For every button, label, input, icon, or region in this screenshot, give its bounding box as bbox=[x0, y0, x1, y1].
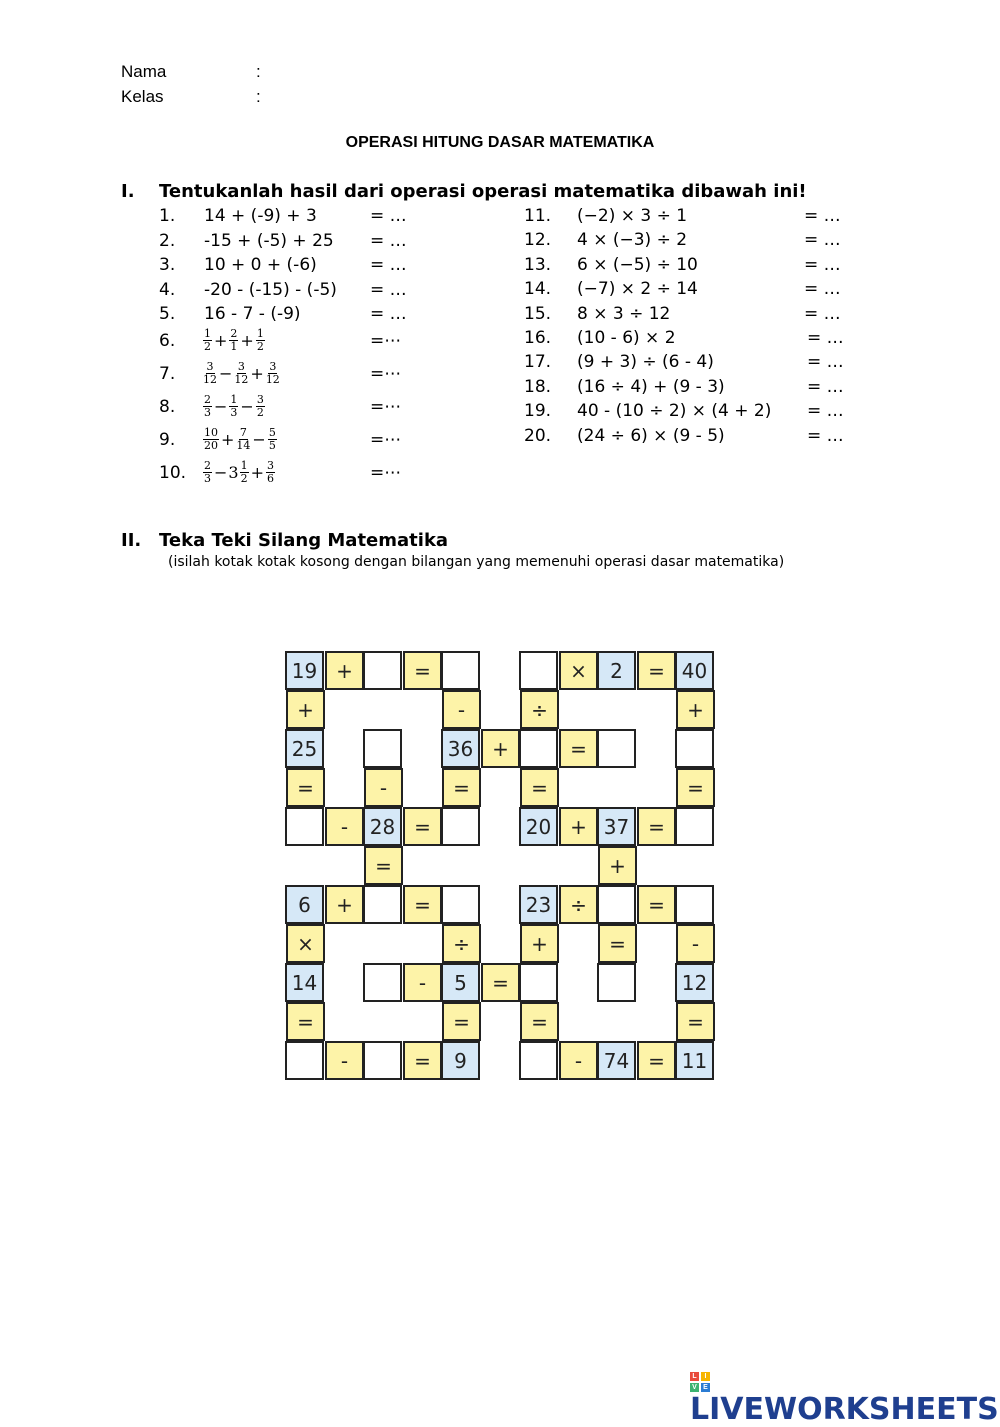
fraction-expression bbox=[202, 361, 281, 386]
answer-placeholder: = … bbox=[807, 425, 844, 446]
answer-cell[interactable] bbox=[441, 885, 480, 924]
answer-cell[interactable] bbox=[675, 885, 714, 924]
given-number-cell: 20 bbox=[519, 807, 558, 846]
answer-placeholder: = … bbox=[370, 279, 407, 300]
question-expression: 10 + 0 + (-6) bbox=[204, 255, 317, 275]
fraction-operator: − bbox=[252, 430, 266, 449]
answer-cell[interactable] bbox=[285, 807, 324, 846]
operator-cell: = bbox=[637, 807, 676, 846]
fraction-denominator: 3 bbox=[204, 406, 211, 419]
fraction bbox=[229, 394, 238, 419]
operator-cell: = bbox=[442, 1002, 481, 1041]
answer-placeholder: = … bbox=[804, 254, 841, 275]
operator-cell: × bbox=[286, 924, 325, 963]
fraction-denominator: 20 bbox=[204, 439, 218, 452]
fraction bbox=[236, 427, 250, 452]
answer-cell[interactable] bbox=[363, 729, 402, 768]
answer-cell[interactable] bbox=[519, 1041, 558, 1080]
kelas-colon: : bbox=[256, 87, 261, 106]
answer-placeholder: =⋯ bbox=[370, 430, 402, 450]
given-number-cell: 36 bbox=[441, 729, 480, 768]
question-expression: 40 - (10 ÷ 2) × (4 + 2) bbox=[577, 401, 772, 422]
fraction-numerator: 3 bbox=[206, 360, 214, 373]
answer-cell[interactable] bbox=[519, 729, 558, 768]
operator-cell: = bbox=[520, 1002, 559, 1041]
operator-cell: + bbox=[286, 690, 325, 729]
question-number: 1. bbox=[159, 206, 176, 226]
liveworksheets-mark-icon: L I V E bbox=[690, 1372, 710, 1392]
fraction-expression bbox=[202, 394, 266, 419]
given-number-cell: 23 bbox=[519, 885, 558, 924]
fraction-operator: + bbox=[221, 430, 235, 449]
question-number: 5. bbox=[159, 304, 176, 324]
operator-cell: + bbox=[481, 729, 520, 768]
answer-placeholder: = … bbox=[804, 279, 841, 300]
fraction-numerator: 1 bbox=[256, 327, 264, 340]
fraction bbox=[256, 394, 265, 419]
question-number: 3. bbox=[159, 255, 176, 275]
question-number: 12. bbox=[524, 230, 552, 251]
fraction bbox=[268, 427, 277, 452]
question-number: 6. bbox=[159, 331, 176, 351]
question-number: 8. bbox=[159, 397, 176, 417]
answer-placeholder: = … bbox=[804, 230, 841, 251]
question-expression: 16 - 7 - (-9) bbox=[204, 304, 301, 324]
fraction-denominator: 2 bbox=[204, 340, 211, 353]
fraction-denominator: 2 bbox=[256, 406, 264, 419]
question-number: 9. bbox=[159, 430, 176, 450]
fraction-expression bbox=[202, 328, 266, 353]
answer-placeholder: = … bbox=[807, 328, 844, 348]
operator-cell: = bbox=[637, 651, 676, 690]
fraction-numerator: 1 bbox=[240, 459, 248, 472]
question-expression: 4 × (−3) ÷ 2 bbox=[577, 230, 688, 251]
fraction-denominator: 12 bbox=[203, 373, 217, 386]
answer-placeholder: =⋯ bbox=[370, 364, 402, 384]
question-number: 2. bbox=[159, 230, 176, 251]
operator-cell: = bbox=[520, 768, 559, 807]
fraction bbox=[203, 460, 212, 485]
operator-cell: - bbox=[442, 690, 481, 729]
operator-cell: = bbox=[637, 885, 676, 924]
answer-cell[interactable] bbox=[363, 1041, 402, 1080]
operator-cell: - bbox=[559, 1041, 598, 1080]
mixed-whole: 3 bbox=[228, 463, 239, 482]
operator-cell: - bbox=[403, 963, 442, 1002]
fraction-numerator: 1 bbox=[230, 393, 238, 406]
fraction-numerator: 3 bbox=[267, 459, 274, 472]
answer-cell[interactable] bbox=[441, 651, 480, 690]
answer-cell[interactable] bbox=[441, 807, 480, 846]
operator-cell: = bbox=[403, 1041, 442, 1080]
question-number: 13. bbox=[524, 254, 552, 275]
fraction bbox=[203, 361, 217, 386]
operator-cell: = bbox=[481, 963, 520, 1002]
operator-cell: - bbox=[364, 768, 403, 807]
answer-cell[interactable] bbox=[519, 651, 558, 690]
liveworksheets-brand: LIVEWORKSHEETS bbox=[690, 1392, 999, 1427]
question-number: 4. bbox=[159, 279, 176, 300]
fraction-denominator: 3 bbox=[230, 406, 238, 419]
given-number-cell: 74 bbox=[597, 1041, 636, 1080]
question-number: 14. bbox=[524, 279, 552, 300]
fraction-denominator: 1 bbox=[230, 340, 238, 353]
section2-numeral: II. bbox=[121, 530, 142, 551]
given-number-cell: 12 bbox=[675, 963, 714, 1002]
fraction-operator: + bbox=[240, 331, 254, 350]
question-expression: -20 - (-15) - (-5) bbox=[204, 279, 337, 300]
fraction-denominator: 12 bbox=[265, 373, 280, 386]
answer-cell[interactable] bbox=[519, 963, 558, 1002]
fraction-denominator: 14 bbox=[236, 439, 251, 452]
answer-cell[interactable] bbox=[363, 651, 402, 690]
question-number: 19. bbox=[524, 401, 552, 422]
operator-cell: - bbox=[325, 807, 364, 846]
operator-cell: - bbox=[325, 1041, 364, 1080]
fraction-numerator: 10 bbox=[204, 426, 218, 439]
fraction-numerator: 3 bbox=[237, 360, 245, 373]
answer-cell[interactable] bbox=[285, 1041, 324, 1080]
fraction-numerator: 2 bbox=[204, 459, 211, 472]
operator-cell: + bbox=[325, 885, 364, 924]
fraction bbox=[266, 460, 275, 485]
given-number-cell: 6 bbox=[285, 885, 324, 924]
fraction bbox=[229, 328, 238, 353]
answer-cell[interactable] bbox=[675, 729, 714, 768]
page-title: OPERASI HITUNG DASAR MATEMATIKA bbox=[345, 134, 655, 151]
answer-placeholder: = … bbox=[370, 255, 407, 275]
answer-placeholder: = … bbox=[807, 352, 844, 373]
operator-cell: = bbox=[559, 729, 598, 768]
operator-cell: = bbox=[403, 807, 442, 846]
fraction bbox=[234, 361, 248, 386]
fraction-expression bbox=[202, 427, 278, 452]
question-number: 17. bbox=[524, 352, 552, 373]
answer-cell[interactable] bbox=[675, 807, 714, 846]
operator-cell: = bbox=[637, 1041, 676, 1080]
nama-colon: : bbox=[256, 62, 261, 81]
section1-heading: Tentukanlah hasil dari operasi operasi matematika dibawah ini! bbox=[159, 181, 807, 202]
fraction-denominator: 2 bbox=[240, 472, 248, 485]
fraction bbox=[203, 394, 212, 419]
fraction-expression bbox=[202, 460, 276, 485]
question-expression: 8 × 3 ÷ 12 bbox=[577, 303, 671, 324]
fraction bbox=[203, 427, 219, 452]
question-expression: (−7) × 2 ÷ 14 bbox=[577, 279, 698, 300]
answer-placeholder: = … bbox=[807, 401, 844, 422]
question-expression: (16 ÷ 4) + (9 - 3) bbox=[577, 376, 725, 397]
answer-placeholder: =⋯ bbox=[370, 331, 402, 351]
operator-cell: + bbox=[559, 807, 598, 846]
liveworksheets-logo bbox=[690, 1372, 1000, 1427]
question-number: 7. bbox=[159, 364, 176, 384]
fraction-denominator: 5 bbox=[268, 439, 276, 452]
fraction-denominator: 3 bbox=[204, 472, 211, 485]
fraction-operator: − bbox=[219, 364, 233, 383]
answer-placeholder: = … bbox=[804, 206, 841, 226]
answer-placeholder: = … bbox=[370, 230, 407, 251]
given-number-cell: 2 bbox=[597, 651, 636, 690]
fraction bbox=[256, 328, 265, 353]
question-number: 18. bbox=[524, 376, 552, 397]
operator-cell: ÷ bbox=[559, 885, 598, 924]
operator-cell: + bbox=[325, 651, 364, 690]
fraction-numerator: 1 bbox=[204, 327, 211, 340]
question-expression: (10 - 6) × 2 bbox=[577, 328, 676, 348]
answer-placeholder: =⋯ bbox=[370, 463, 402, 483]
section2-heading: Teka Teki Silang Matematika bbox=[159, 530, 449, 551]
operator-cell: ÷ bbox=[442, 924, 481, 963]
operator-cell: + bbox=[676, 690, 715, 729]
fraction bbox=[266, 361, 280, 386]
operator-cell: = bbox=[598, 924, 637, 963]
answer-placeholder: = … bbox=[807, 376, 844, 397]
answer-cell[interactable] bbox=[363, 885, 402, 924]
answer-placeholder: = … bbox=[804, 303, 841, 324]
answer-placeholder: =⋯ bbox=[370, 397, 402, 417]
fraction-denominator: 6 bbox=[267, 472, 274, 485]
answer-placeholder: = … bbox=[370, 304, 407, 324]
given-number-cell: 37 bbox=[597, 807, 636, 846]
question-number: 16. bbox=[524, 328, 552, 348]
question-expression: -15 + (-5) + 25 bbox=[204, 230, 334, 251]
nama-label: Nama bbox=[121, 62, 167, 81]
given-number-cell: 5 bbox=[441, 963, 480, 1002]
answer-cell[interactable] bbox=[597, 963, 636, 1002]
fraction-operator: + bbox=[250, 364, 264, 383]
question-number: 20. bbox=[524, 425, 552, 446]
given-number-cell: 40 bbox=[675, 651, 714, 690]
answer-cell[interactable] bbox=[597, 885, 636, 924]
operator-cell: × bbox=[559, 651, 598, 690]
math-crossword bbox=[285, 651, 717, 1083]
fraction-operator: + bbox=[214, 331, 228, 350]
section1-numeral: I. bbox=[121, 181, 135, 202]
question-number: 11. bbox=[524, 206, 552, 226]
question-expression: (9 + 3) ÷ (6 - 4) bbox=[577, 352, 714, 373]
fraction-numerator: 7 bbox=[239, 426, 247, 439]
fraction-operator: + bbox=[250, 463, 264, 482]
fraction-operator: − bbox=[214, 397, 228, 416]
operator-cell: ÷ bbox=[520, 690, 559, 729]
operator-cell: + bbox=[598, 846, 637, 885]
question-number: 15. bbox=[524, 303, 552, 324]
operator-cell: = bbox=[403, 651, 442, 690]
fraction-denominator: 12 bbox=[234, 373, 249, 386]
fraction-numerator: 2 bbox=[230, 327, 238, 340]
fraction-denominator: 2 bbox=[256, 340, 264, 353]
question-expression: 6 × (−5) ÷ 10 bbox=[577, 254, 698, 275]
question-expression: 14 + (-9) + 3 bbox=[204, 206, 317, 226]
given-number-cell: 19 bbox=[285, 651, 324, 690]
fraction-numerator: 2 bbox=[204, 393, 211, 406]
given-number-cell: 25 bbox=[285, 729, 324, 768]
operator-cell: - bbox=[676, 924, 715, 963]
operator-cell: = bbox=[676, 1002, 715, 1041]
given-number-cell: 9 bbox=[441, 1041, 480, 1080]
given-number-cell: 14 bbox=[285, 963, 324, 1002]
answer-cell[interactable] bbox=[597, 729, 636, 768]
given-number-cell: 11 bbox=[675, 1041, 714, 1080]
given-number-cell: 28 bbox=[363, 807, 402, 846]
answer-cell[interactable] bbox=[363, 963, 402, 1002]
answer-placeholder: = … bbox=[370, 206, 407, 226]
operator-cell: = bbox=[286, 1002, 325, 1041]
question-expression: (−2) × 3 ÷ 1 bbox=[577, 206, 688, 226]
fraction-operator: − bbox=[240, 397, 254, 416]
fraction-numerator: 3 bbox=[256, 393, 264, 406]
operator-cell: = bbox=[403, 885, 442, 924]
operator-cell: = bbox=[286, 768, 325, 807]
operator-cell: + bbox=[520, 924, 559, 963]
operator-cell: = bbox=[442, 768, 481, 807]
fraction-operator: − bbox=[214, 463, 228, 482]
question-number: 10. bbox=[159, 463, 187, 483]
fraction-numerator: 3 bbox=[269, 360, 277, 373]
fraction bbox=[203, 328, 212, 353]
operator-cell: = bbox=[364, 846, 403, 885]
section2-instruction: (isilah kotak kotak kosong dengan bilangan yang memenuhi operasi dasar matematika) bbox=[168, 554, 785, 570]
fraction bbox=[240, 460, 249, 485]
kelas-label: Kelas bbox=[121, 87, 164, 106]
fraction-numerator: 5 bbox=[268, 426, 276, 439]
question-expression: (24 ÷ 6) × (9 - 5) bbox=[577, 425, 725, 446]
operator-cell: = bbox=[676, 768, 715, 807]
